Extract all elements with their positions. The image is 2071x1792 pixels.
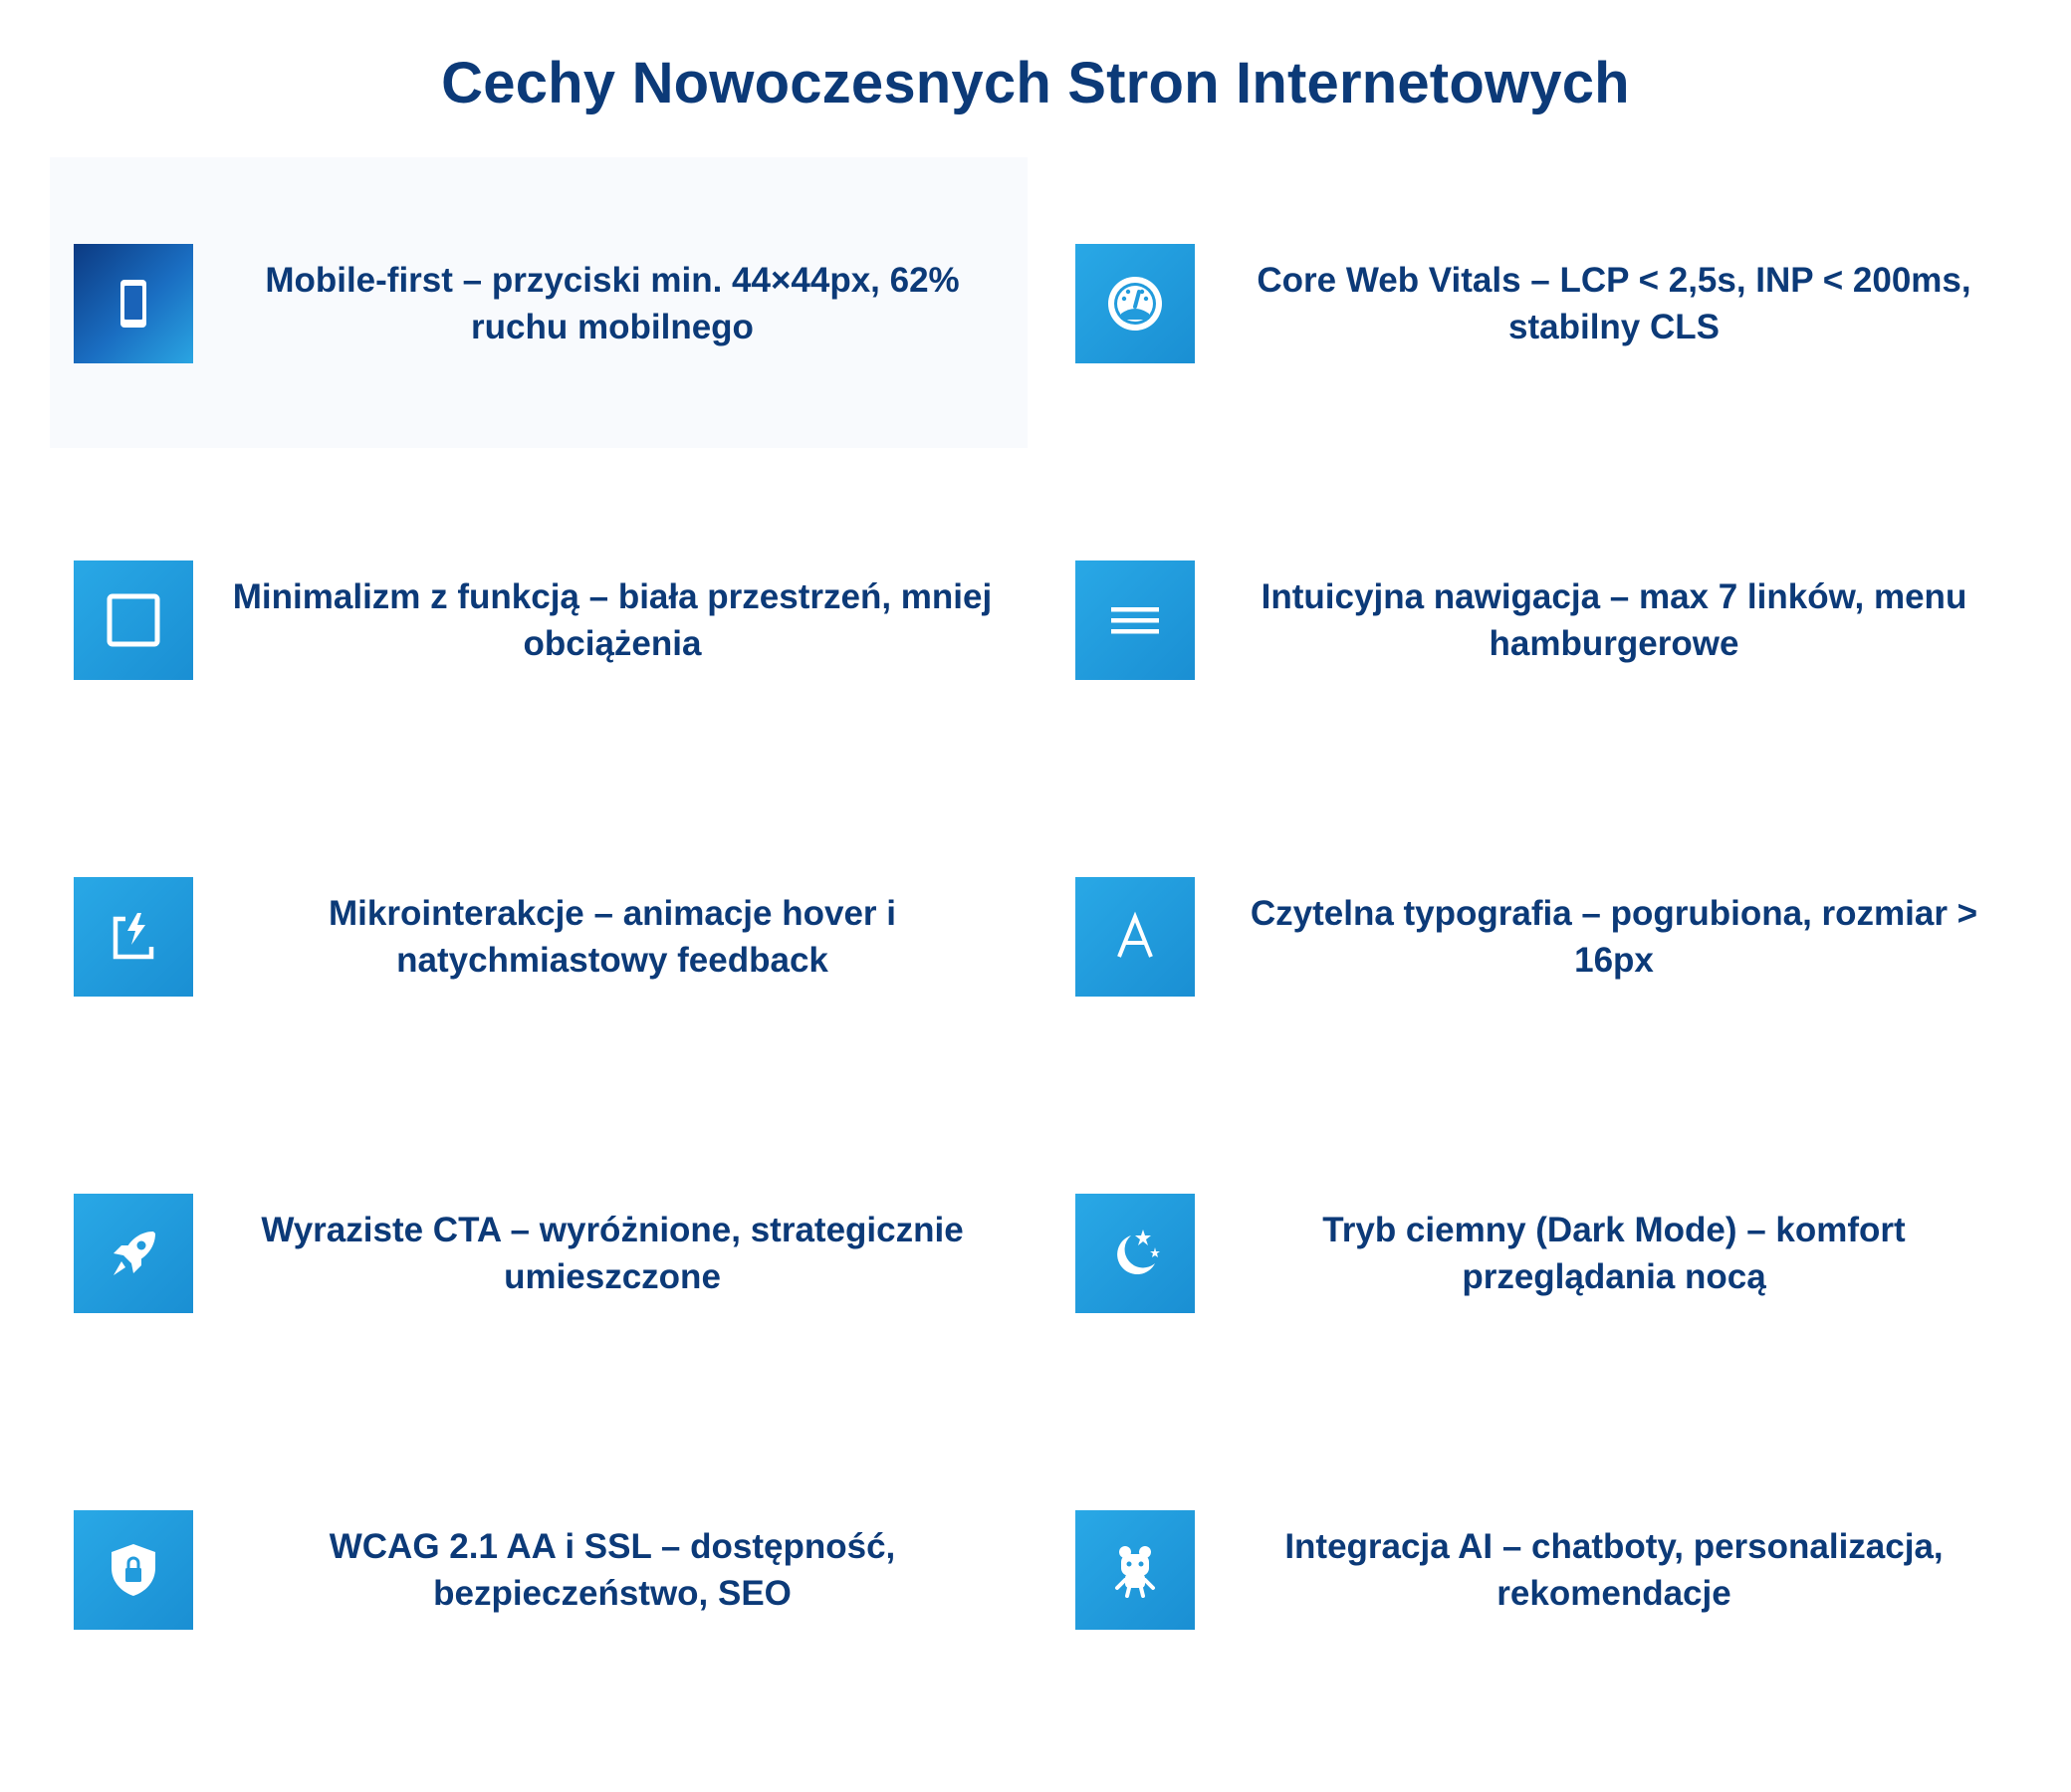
hamburger-menu-icon (1105, 590, 1165, 650)
feature-mobile-first (50, 244, 1026, 363)
feature-navigation (1051, 560, 2027, 680)
icon-tile (74, 1510, 193, 1630)
feature-text: Wyraziste CTA – wyróżnione, strategicznie umieszczone (261, 1211, 964, 1296)
icon-tile (1075, 1510, 1195, 1630)
icon-tile (74, 1194, 193, 1313)
feature-ai-integration (1051, 1510, 2027, 1630)
feature-wcag-ssl (50, 1510, 1026, 1630)
robot-icon (1105, 1540, 1165, 1600)
speedometer-icon (1105, 274, 1165, 334)
feature-text: Mikrointerakcje – animacje hover i natychmiastowy feedback (329, 894, 896, 980)
feature-minimalism (50, 560, 1026, 680)
feature-text: Core Web Vitals – LCP < 2,5s, INP < 200ms, stabilny CLS (1257, 261, 1971, 346)
font-letter-a-icon (1105, 907, 1165, 967)
icon-tile (1075, 560, 1195, 680)
shield-lock-icon (104, 1540, 163, 1600)
smartphone-icon (104, 274, 163, 334)
feature-core-web-vitals (1051, 244, 2027, 363)
icon-tile (74, 877, 193, 997)
moon-stars-icon (1105, 1224, 1165, 1283)
icon-tile (1075, 244, 1195, 363)
touch-flash-icon (104, 907, 163, 967)
feature-text: Intuicyjna nawigacja – max 7 linków, menu hamburgerowe (1261, 577, 1967, 663)
feature-text: Minimalizm z funkcją – biała przestrzeń, mniej obciążenia (232, 577, 993, 663)
icon-tile (1075, 877, 1195, 997)
icon-tile (74, 560, 193, 680)
icon-tile (74, 244, 193, 363)
feature-text: Integracja AI – chatboty, personalizacja, rekomendacje (1284, 1527, 1944, 1613)
rocket-icon (104, 1224, 163, 1283)
feature-text: Czytelna typografia – pogrubiona, rozmiar > 16px (1250, 894, 1978, 980)
feature-text: WCAG 2.1 AA i SSL – dostępność, bezpieczeństwo, SEO (329, 1527, 896, 1613)
page-title: Cechy Nowoczesnych Stron Internetowych (441, 51, 1630, 115)
feature-dark-mode (1051, 1194, 2027, 1313)
feature-cta (50, 1194, 1026, 1313)
feature-text: Mobile-first – przyciski min. 44×44px, 62% ruchu mobilnego (265, 261, 960, 346)
square-icon (104, 590, 163, 650)
feature-typography (1051, 877, 2027, 997)
feature-text: Tryb ciemny (Dark Mode) – komfort przeglądania nocą (1322, 1211, 1906, 1296)
feature-microinteractions (50, 877, 1026, 997)
icon-tile (1075, 1194, 1195, 1313)
